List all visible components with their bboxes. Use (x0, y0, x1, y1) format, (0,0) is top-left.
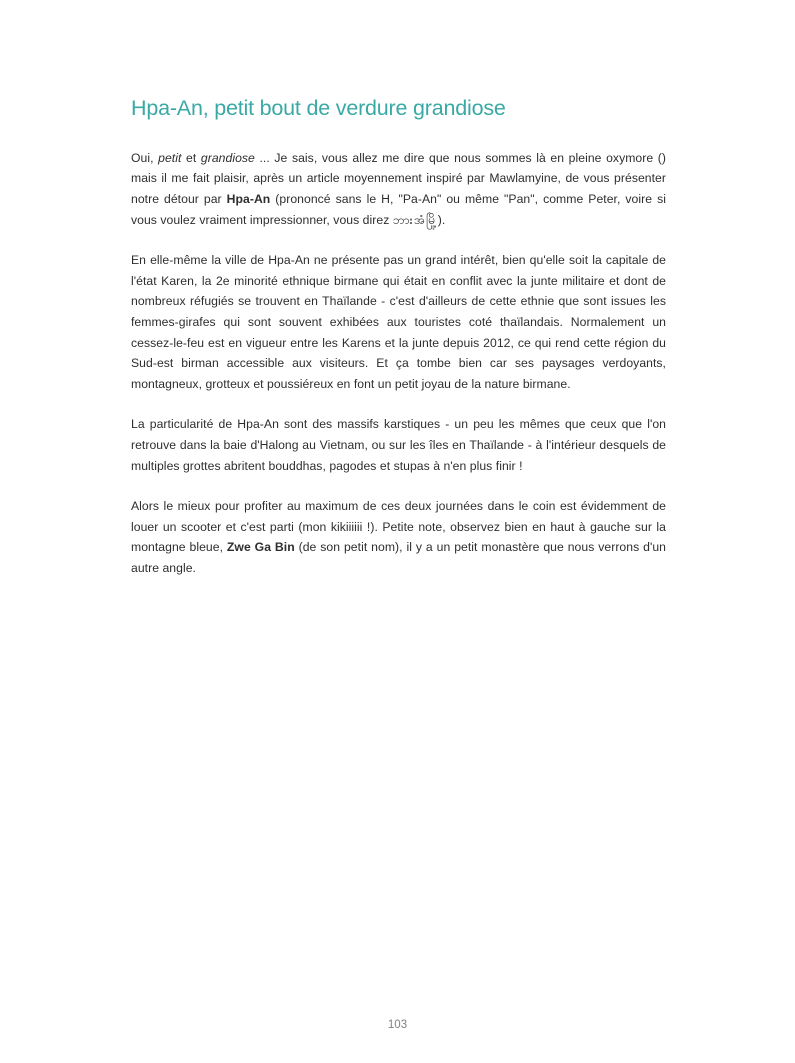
page-title: Hpa-An, petit bout de verdure grandiose (131, 96, 506, 120)
paragraph-4 (131, 496, 666, 578)
paragraph-1-emphasis-1: petit (158, 150, 182, 165)
paragraph-3: La particularité de Hpa-An sont des massifs karstiques - un peu les mêmes que ceux que l'on retrouve dans la baie d'Halong au Vietnam, ou sur les îles en Thaïlande - à l'intérieur desquels de multiples grottes abritent bouddhas, pagodes et stupas à n'en plus finir ! (131, 417, 666, 473)
paragraph-4-text-2: (de son petit nom), il y a un petit monastère que nous verrons d'un autre angle. (131, 540, 666, 575)
paragraph-1-text-1: Oui, (131, 150, 159, 165)
paragraph-1-text-3: ... Je sais, vous allez me dire que nous sommes là en pleine oxymore () mais il me fait plaisir, après un article moyennement inspiré par Mawlamyine, de vous présenter notre détour par (131, 150, 666, 206)
paragraph-1-text-5: ). (437, 212, 446, 227)
paragraph-1-text-2: et (181, 150, 201, 165)
paragraph-4-text-1: Alors le mieux pour profiter au maximum de ces deux journées dans le coin est évidemment de louer un scooter et c'est parti (mon kikiiiiii !). Petite note, observez bien en haut à gauche sur la montagne bleue, (131, 499, 666, 555)
paragraph-1-emphasis-2: grandiose (200, 150, 255, 165)
paragraph-1-burmese-script: ဘားအံမြို့ (392, 212, 438, 227)
paragraph-4-bold-zwe-ga-bin: Zwe Ga Bin (226, 540, 295, 555)
page-number: 103 (387, 1019, 408, 1031)
paragraph-1-bold-hpa-an: Hpa-An (226, 191, 271, 206)
paragraph-1 (131, 148, 666, 230)
article-body (131, 96, 666, 578)
paragraph-2: En elle-même la ville de Hpa-An ne présente pas un grand intérêt, bien qu'elle soit la capitale de l'état Karen, la 2e minorité ethnique birmane qui était en conflit avec la junte militaire et dont de nombreux réfugiés se trouvent en Thaïlande - c'est d'ailleurs de cette ethnie que sont issues les femmes-girafes qui sont souvent exhibées aux touristes coté thaïlandais. Normalement un cessez-le-feu est en vigueur entre les Karens et la junte depuis 2012, ce qui rend cette région du Sud-est birman accessible aux visiteurs. Et ça tombe bien car ses paysages verdoyants, montagneux, grotteux et poussiéreux en font un petit joyau de la nature birmane. (131, 253, 666, 391)
paragraph-1-text-4: (prononcé sans le H, "Pa-An" ou même "Pan", comme Peter, voire si vous voulez vraiment impressionner, vous direz (131, 191, 666, 227)
